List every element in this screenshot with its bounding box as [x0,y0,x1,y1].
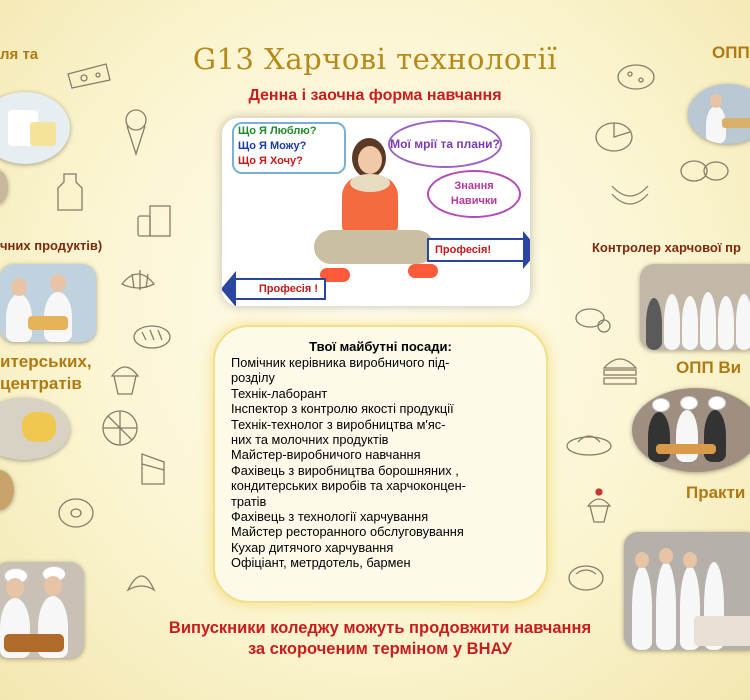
position-item: них та молочних продуктів [231,432,389,448]
girl-scarf [350,174,390,192]
shoe-right [408,264,438,278]
cupcake-doodle-icon [108,360,142,396]
cheese-wheel-doodle-icon [594,120,634,154]
profession-arrow-right [427,238,523,262]
bun-doodle-icon [566,560,606,594]
product-photo-small [0,170,8,204]
dreams-cloud [388,120,502,168]
bakers-photo [0,562,84,658]
sausage-slice-doodle-icon [572,302,612,336]
burger-doodle-icon [600,350,640,390]
production-photo [688,84,750,144]
milk-bottle-doodle-icon [52,172,88,212]
sausage-doodle-icon [608,176,652,206]
position-item: Технік-технолог з виробництва м'яс- [231,416,446,432]
question-can: Що Я Можу? [238,140,307,152]
croissant-doodle-icon-2 [124,560,158,600]
ice-cream-doodle-icon [122,108,150,158]
practice-photo [624,532,750,650]
hero-image [222,118,530,306]
controller-group-photo [640,264,750,350]
graduates-note [120,618,640,660]
girl-face [358,146,382,174]
right-label-controller: Контролер харчової пр [592,240,741,255]
profession-arrow-right-label: Професія! [435,244,492,256]
bread-doodle-icon [132,322,172,352]
girl-legs [314,230,434,264]
left-label-lower-2: центратів [0,374,82,393]
position-item: розділу [231,370,275,386]
pie-doodle-icon [100,408,140,448]
profession-arrow-left [236,278,326,300]
position-item: Інспектор з контролю якості продукції [231,401,454,417]
profession-arrow-left-label: Професія ! [258,283,318,295]
right-label-practice: Практи [686,483,746,502]
dessert-doodle-icon [584,486,614,526]
position-item: тратів [231,493,267,509]
question-want: Що Я Хочу? [238,155,303,167]
croissant-doodle-icon [118,262,158,296]
future-positions-box [213,325,548,603]
position-item: Помічник керівника виробничого під- [231,355,450,370]
cake-slice-doodle-icon [138,448,168,488]
left-label-lower-1: итерських, [0,352,92,371]
milk-carton-doodle-icon [134,200,174,240]
position-item: Технік-лаборант [231,385,328,401]
questions-box [232,122,346,174]
dish-doodle-icon [564,420,614,460]
position-item: Офіціант, метрдотель, бармен [231,555,411,571]
right-label-opp: ОПП Ви [676,358,742,377]
product-photo-small-2 [0,470,14,510]
right-label-top: ОПП [712,43,750,62]
cheese-doodle-icon [66,60,112,92]
graduates-note-line1: Випускники коледжу можуть продовжити навчання [168,619,592,637]
future-positions-list [231,355,530,571]
future-positions-heading: Твої майбутні посади: [309,339,452,354]
left-label-middle: чних продуктів) [0,238,103,253]
dairy-photo [0,92,70,164]
knowledge-cloud [427,170,521,218]
page-title: G13 Харчові технології [192,42,558,76]
confectionery-photo [0,398,70,460]
position-item: Майстер ресторанного обслуговування [231,524,464,540]
chefs-photo [632,388,750,472]
left-label-top: ля та [0,46,39,63]
pastry-doodle-icon [678,156,730,186]
dreams-text: Мої мрії та плани? [390,136,500,151]
position-item: Майстер-виробничого навчання [231,447,421,463]
lab-students-photo [0,264,96,342]
question-love: Що Я Люблю? [238,125,317,137]
donut-doodle-icon [56,496,96,530]
knowledge-text: Знання Навички [450,180,498,207]
position-item: кондитерських виробів та харчоконцен- [231,478,466,494]
cookie-doodle-icon [616,62,656,92]
position-item: Фахівець з технології харчування [231,509,429,525]
graduates-note-line2: за скороченим терміном у ВНАУ [247,640,513,658]
position-item: Кухар дитячого харчування [231,539,394,555]
page-subtitle: Денна і заочна форма навчання [248,87,502,104]
position-item: Фахівець з виробництва борошняних , [231,462,459,478]
